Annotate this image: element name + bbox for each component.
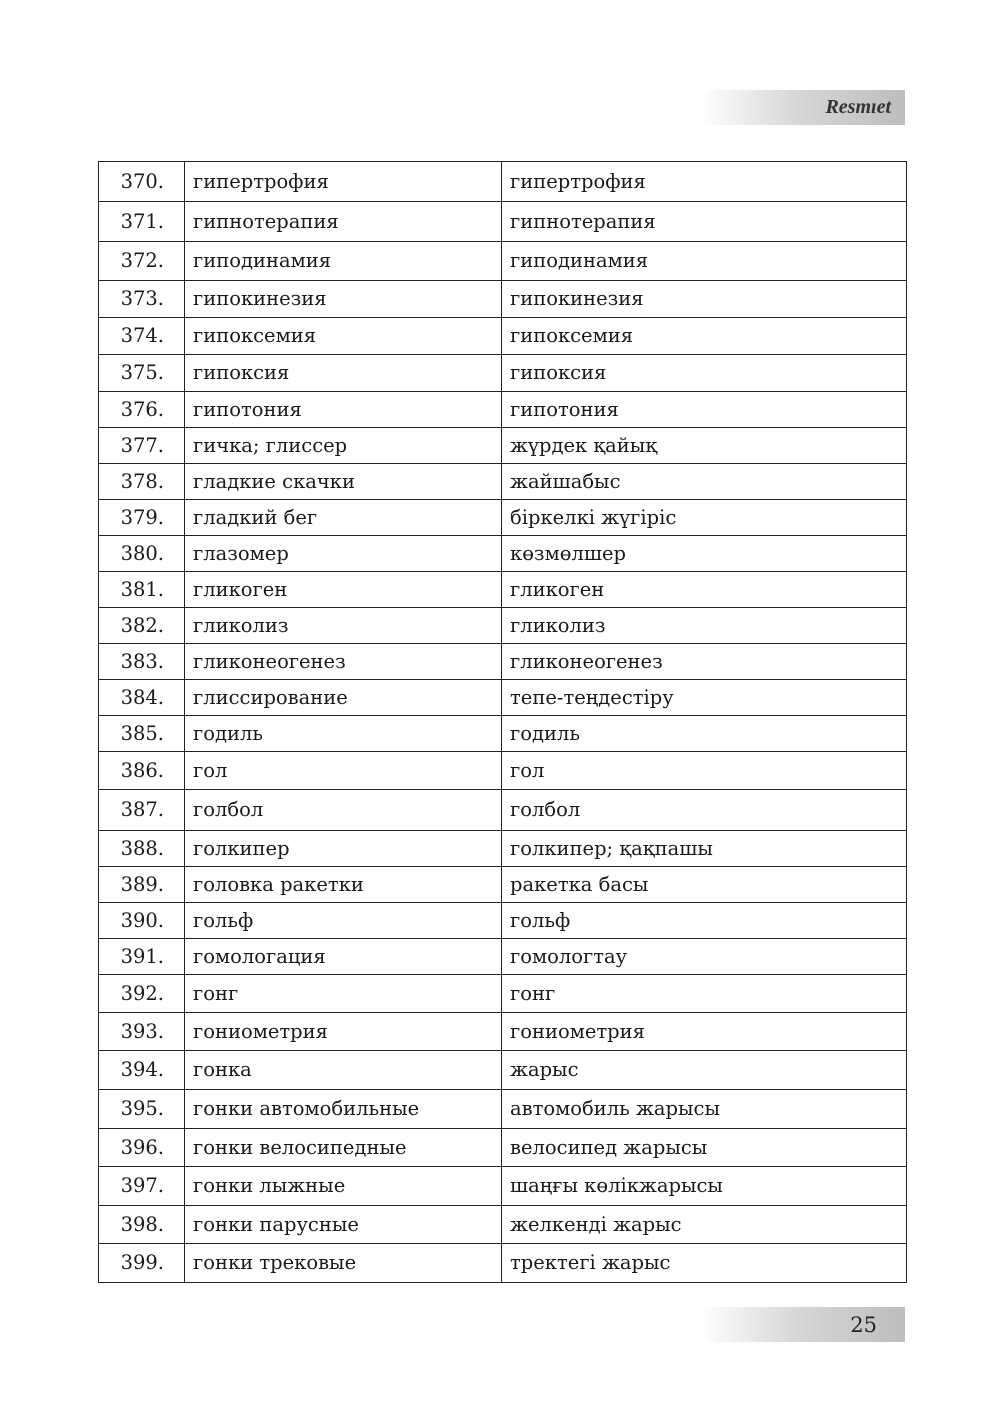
term-ru: гликоген (185, 572, 502, 608)
table-row (99, 1129, 907, 1167)
table-row (99, 500, 907, 536)
row-number: 380. (99, 536, 185, 572)
footer-band (700, 1307, 905, 1342)
row-number: 382. (99, 608, 185, 644)
term-ru: гонки лыжные (185, 1167, 502, 1206)
term-kz: гипотония (502, 392, 907, 428)
term-kz: шаңғы көлікжарысы (502, 1167, 907, 1206)
table-row (99, 867, 907, 903)
row-number: 385. (99, 716, 185, 752)
row-number: 396. (99, 1129, 185, 1167)
row-number: 387. (99, 790, 185, 831)
term-ru: голбол (185, 790, 502, 831)
term-kz: гипоксия (502, 355, 907, 392)
term-kz: голбол (502, 790, 907, 831)
term-ru: гипоксия (185, 355, 502, 392)
term-kz: жайшабыс (502, 464, 907, 500)
table-row (99, 392, 907, 428)
header-band (700, 90, 905, 125)
row-number: 390. (99, 903, 185, 939)
term-ru: гонки парусные (185, 1206, 502, 1244)
term-ru: глиссирование (185, 680, 502, 716)
term-kz: гонг (502, 975, 907, 1013)
term-kz: желкенді жарыс (502, 1206, 907, 1244)
term-ru: гипокинезия (185, 281, 502, 318)
row-number: 370. (99, 162, 185, 202)
table-row (99, 1167, 907, 1206)
row-number: 398. (99, 1206, 185, 1244)
row-number: 379. (99, 500, 185, 536)
term-ru: гонг (185, 975, 502, 1013)
table-row (99, 831, 907, 867)
row-number: 392. (99, 975, 185, 1013)
table-row (99, 608, 907, 644)
table-row (99, 939, 907, 975)
table-row (99, 644, 907, 680)
row-number: 393. (99, 1013, 185, 1051)
row-number: 397. (99, 1167, 185, 1206)
page-number: 25 (850, 1313, 877, 1337)
term-kz: гипоксемия (502, 318, 907, 355)
term-ru: гипотония (185, 392, 502, 428)
row-number: 383. (99, 644, 185, 680)
row-number: 388. (99, 831, 185, 867)
term-kz: велосипед жарысы (502, 1129, 907, 1167)
term-kz: гликолиз (502, 608, 907, 644)
term-kz: жарыс (502, 1051, 907, 1090)
row-number: 381. (99, 572, 185, 608)
term-kz: гониометрия (502, 1013, 907, 1051)
term-kz: гипертрофия (502, 162, 907, 202)
term-ru: гольф (185, 903, 502, 939)
terms-table (98, 161, 907, 1283)
row-number: 394. (99, 1051, 185, 1090)
term-ru: годиль (185, 716, 502, 752)
term-ru: гликолиз (185, 608, 502, 644)
term-kz: гипокинезия (502, 281, 907, 318)
row-number: 371. (99, 202, 185, 242)
header-title: Resmıet (825, 96, 891, 118)
table-row (99, 318, 907, 355)
term-ru: глазомер (185, 536, 502, 572)
term-kz: біркелкі жүгіріс (502, 500, 907, 536)
table-row (99, 202, 907, 242)
term-ru: гипертрофия (185, 162, 502, 202)
term-ru: гонки автомобильные (185, 1090, 502, 1129)
term-kz: автомобиль жарысы (502, 1090, 907, 1129)
term-ru: гипнотерапия (185, 202, 502, 242)
term-ru: гонки трековые (185, 1244, 502, 1283)
term-ru: гладкие скачки (185, 464, 502, 500)
table-row (99, 680, 907, 716)
term-ru: гипоксемия (185, 318, 502, 355)
row-number: 372. (99, 242, 185, 281)
row-number: 375. (99, 355, 185, 392)
table-row (99, 903, 907, 939)
row-number: 373. (99, 281, 185, 318)
term-kz: жүрдек қайық (502, 428, 907, 464)
row-number: 374. (99, 318, 185, 355)
table-row (99, 281, 907, 318)
table-row (99, 464, 907, 500)
row-number: 378. (99, 464, 185, 500)
term-kz: тепе-теңдестіру (502, 680, 907, 716)
table-row (99, 1206, 907, 1244)
table-row (99, 162, 907, 202)
table-row (99, 716, 907, 752)
row-number: 391. (99, 939, 185, 975)
term-kz: гипнотерапия (502, 202, 907, 242)
term-ru: гликонеогенез (185, 644, 502, 680)
row-number: 384. (99, 680, 185, 716)
term-ru: гол (185, 752, 502, 790)
term-ru: гониометрия (185, 1013, 502, 1051)
term-kz: гликоген (502, 572, 907, 608)
row-number: 395. (99, 1090, 185, 1129)
term-kz: гиподинамия (502, 242, 907, 281)
table-row (99, 355, 907, 392)
term-kz: гомологтау (502, 939, 907, 975)
term-ru: гичка; глиссер (185, 428, 502, 464)
term-kz: годиль (502, 716, 907, 752)
table-row (99, 1090, 907, 1129)
term-kz: тректегі жарыс (502, 1244, 907, 1283)
table-row (99, 428, 907, 464)
term-kz: голкипер; қақпашы (502, 831, 907, 867)
term-kz: көзмөлшер (502, 536, 907, 572)
term-ru: голкипер (185, 831, 502, 867)
table-row (99, 975, 907, 1013)
term-kz: гликонеогенез (502, 644, 907, 680)
term-ru: гонки велосипедные (185, 1129, 502, 1167)
table-row (99, 790, 907, 831)
row-number: 376. (99, 392, 185, 428)
term-kz: гол (502, 752, 907, 790)
term-kz: ракетка басы (502, 867, 907, 903)
term-ru: головка ракетки (185, 867, 502, 903)
table-row (99, 572, 907, 608)
term-ru: гомологация (185, 939, 502, 975)
term-ru: гонка (185, 1051, 502, 1090)
row-number: 386. (99, 752, 185, 790)
row-number: 389. (99, 867, 185, 903)
row-number: 377. (99, 428, 185, 464)
table-row (99, 1013, 907, 1051)
term-ru: гиподинамия (185, 242, 502, 281)
table-row (99, 1051, 907, 1090)
row-number: 399. (99, 1244, 185, 1283)
table-row (99, 536, 907, 572)
term-kz: гольф (502, 903, 907, 939)
term-ru: гладкий бег (185, 500, 502, 536)
table-row (99, 1244, 907, 1283)
table-row (99, 752, 907, 790)
table-row (99, 242, 907, 281)
